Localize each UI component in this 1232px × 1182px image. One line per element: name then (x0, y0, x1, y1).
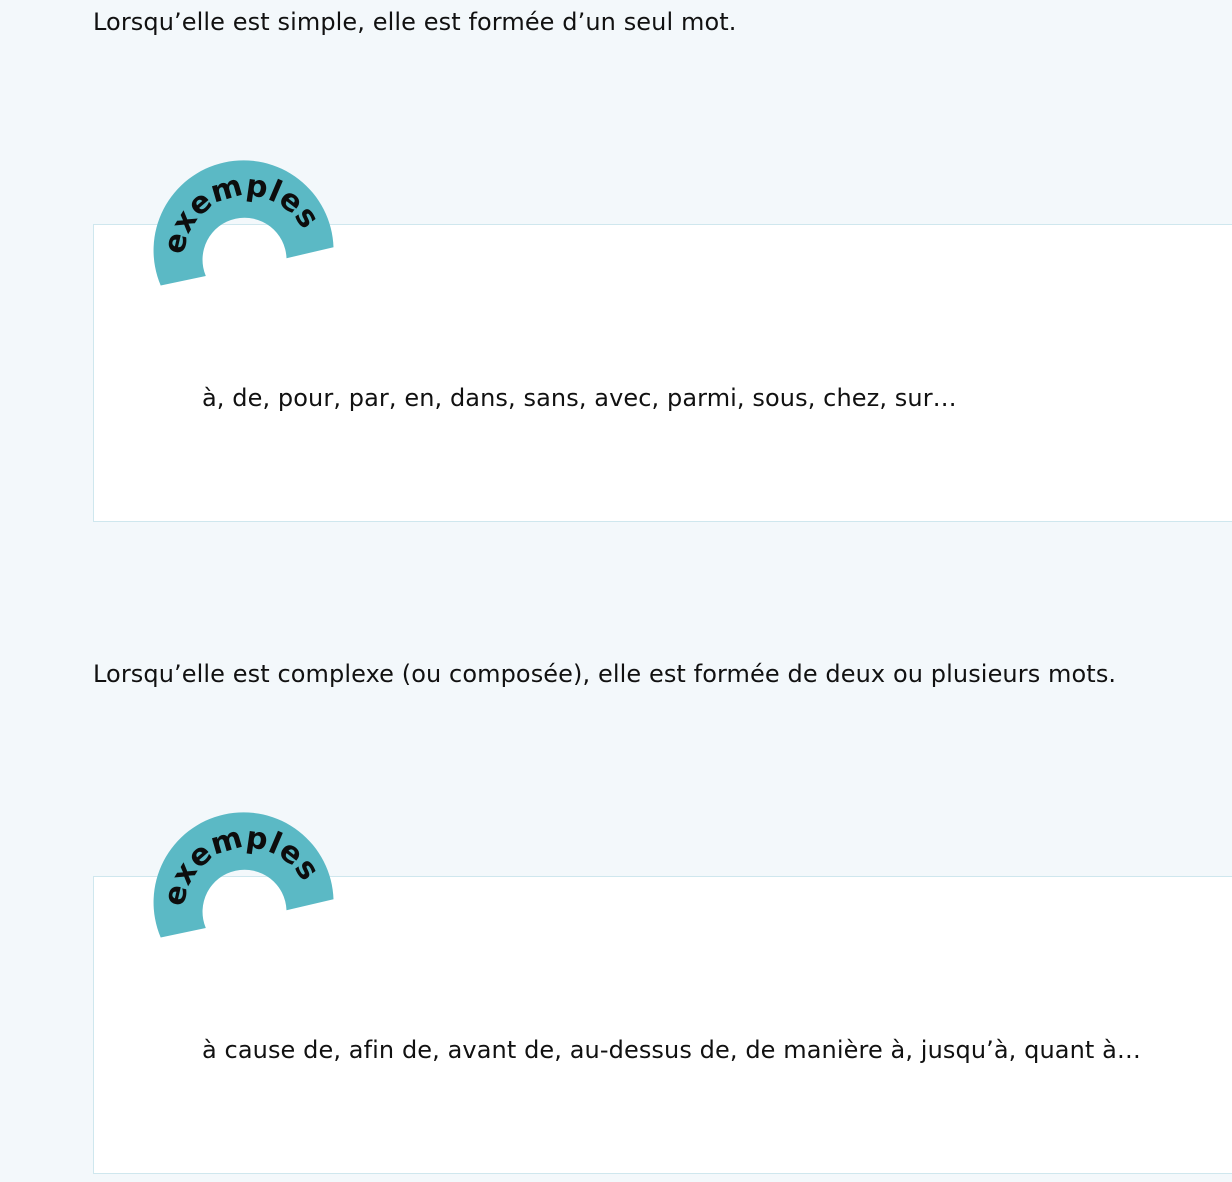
examples-badge (148, 820, 344, 940)
badge-label: exemples (156, 167, 327, 257)
paragraph-simple: Lorsqu’elle est simple, elle est formée d’un seul mot. (93, 8, 737, 36)
examples-text-complex: à cause de, afin de, avant de, au-dessus de, de manière à, jusqu’à, quant à… (202, 1036, 1142, 1064)
badge-label: exemples (156, 819, 327, 909)
examples-badge (148, 168, 344, 288)
paragraph-complex: Lorsqu’elle est complexe (ou composée), elle est formée de deux ou plusieurs mots. (93, 660, 1117, 688)
examples-text-simple: à, de, pour, par, en, dans, sans, avec, parmi, sous, chez, sur… (202, 384, 957, 412)
